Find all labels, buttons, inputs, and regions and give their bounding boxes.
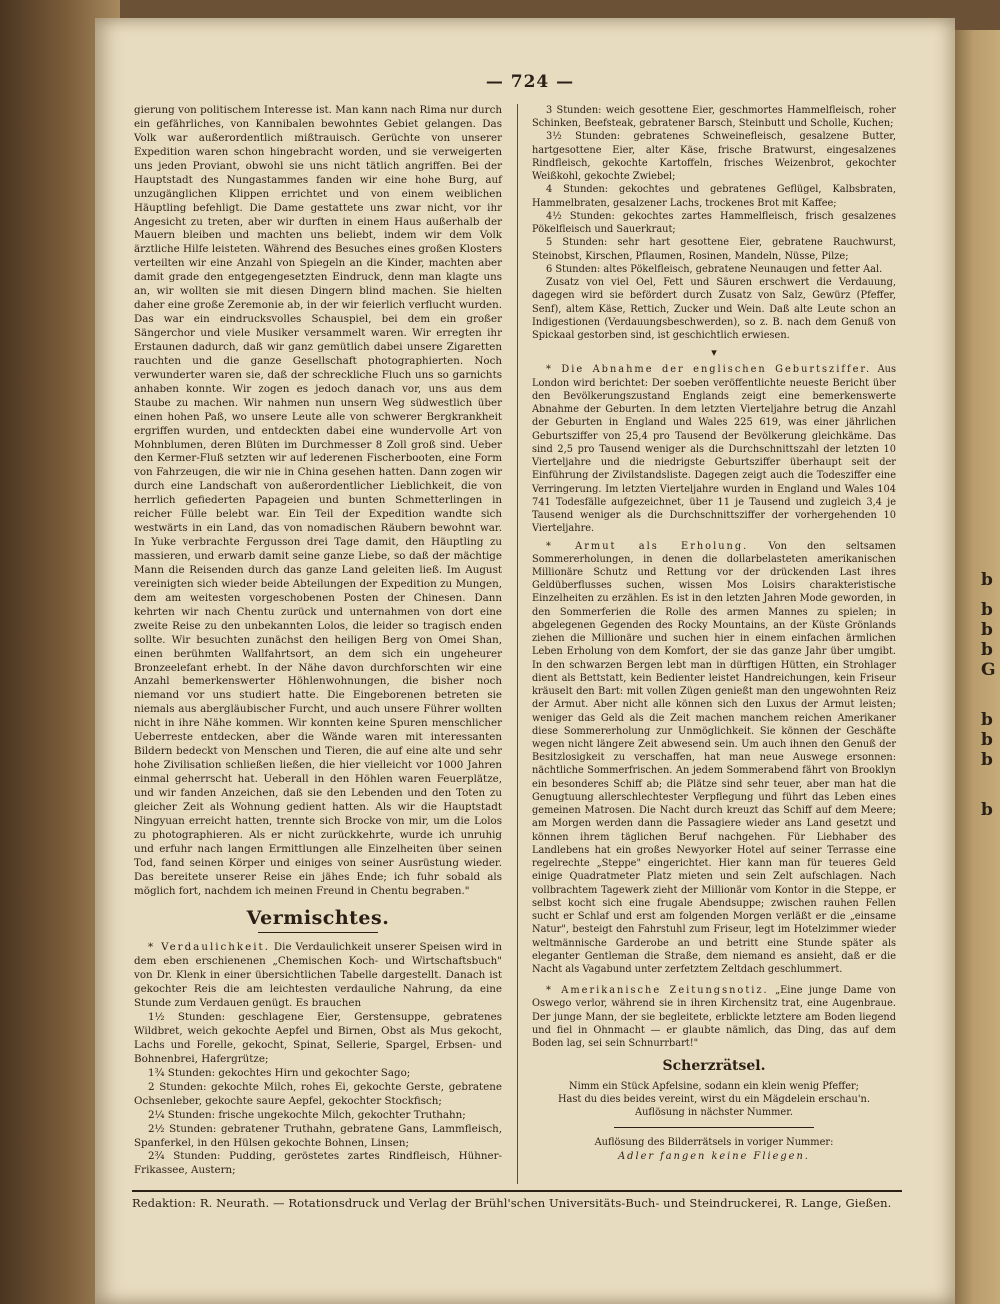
puzzle-line: Hast du dies beides vereint, wirst du ein Mägdelein erschau'n. (558, 1093, 870, 1105)
puzzle-line: Nimm ein Stück Apfelsine, sodann ein klein wenig Pfeffer; (569, 1080, 859, 1092)
footer-rule (132, 1190, 902, 1192)
section-title-rule (258, 932, 378, 933)
digest-entry: 1¾ Stunden: gekochtes Hirn und gekochter Sago; (148, 1066, 411, 1079)
digest-entry: 2¾ Stunden: Pudding, geröstetes zartes Rindfleisch, Hühner-Frikassee, Austern; (134, 1150, 502, 1177)
next-page-fragment: b (981, 730, 993, 750)
divider-mark: ▾ (711, 346, 717, 360)
next-page-fragment: b (981, 800, 993, 820)
article-poverty (532, 540, 896, 977)
next-page-edge (955, 30, 1000, 1304)
article-newspaper-note (532, 984, 896, 1050)
article-body: „Eine junge Dame von Oswego verlor, während sie in ihren Kirchensitz trat, eine Augenbraue. Der junge Mann, der sie begleitete, erblickte letztere am Boden liegend und fiel in Ohnmacht — er glaubte nämlich, das Ding, das auf dem Boden lag, sei sein Schnurrbart!" (532, 985, 896, 1050)
article-body: Aus London wird berichtet: Der soeben veröffentlichte neueste Bericht über den Bevölkerungszustand Englands zeigt eine bemerkenswerte Abnahme der Geburten. In dem letzten Vierteljahre betrug die Anzahl der Geburten in England und Wales 225 619, was einer jährlichen Geburtsziffer von 25,4 pro Tausend der Bevölkerung gleichkäme. Das sind 2,5 pro Tausend weniger als die Durchschnittszahl der letzten 10 Vierteljahre und die niedrigste Geburtsziffer überhaupt seit der Einführung der Zivilstandsliste. Dagegen zeigt auch die Todesziffer eine Verringerung. Im letzten Vierteljahre wurden in England und Wales 104 741 Todesfälle aufgezeichnet, über 11 je Tausend und zugleich 3,4 je Tausend weniger als die Durchschnittsziffer der vorhergehenden 10 Vierteljahre. (532, 364, 896, 535)
article-heading: * Armut als Erholung. (546, 540, 749, 552)
next-page-fragment: b (981, 570, 993, 590)
next-page-fragment: b (981, 750, 993, 770)
digest-entry: 1½ Stunden: geschlagene Eier, Gerstensuppe, gebratenes Wildbret, weich gekochte Aepfel und Birnen, Obst als Mus gekocht, Lachs und Forelle, gekocht, Spinat, Sellerie, Spargel, Erbsen- und Bohnenbrei, Hafergrütze; (134, 1011, 502, 1065)
next-page-fragment: G (981, 660, 996, 680)
puzzle-line: Auflösung in nächster Nummer. (635, 1107, 793, 1119)
solution-line: Auflösung des Bilderrätsels in voriger Nummer: (594, 1137, 834, 1149)
article-continuation: gierung von politischem Interesse ist. Man kann nach Rima nur durch ein gefährliches, von Kannibalen bewohntes Gebiet gelangen. Das Volk war außerordentlich mißtrauisch. Gerüchte von unserer Expedition waren schon hingebracht worden, und sie verweigerten uns jeden Proviant, obwohl sie uns nicht tätlich angriffen. Bei der Hauptstadt des Nungastammes fanden wir eine hohe Burg, auf unzugänglichen Klippen errichtet und von einem weiblichen Häuptling befehligt. Die Dame gestattete uns zwar nicht, vor ihr Angesicht zu treten, aber wir durften in einem Haus außerhalb der Mauern bleiben und machten uns beliebt, indem wir dem Volk ärztliche Hilfe leisteten. Während des Besuches eines großen Klosters verteilten wir eine Anzahl von Spiegeln an die Kinder, machten aber damit grade den entgegengesetzten Eindruck, denn man klagte uns an, wir wollten sie mit diesen Dingern blind machen. Sie hielten daher eine große Zeremonie ab, in der wir feierlich verflucht wurden. Das war ein eindrucksvolles Schauspiel, bei dem ein großer Sängerchor und viele Musiker versammelt waren. Wir erregten ihr Erstaunen dadurch, daß wir ganz gemütlich dabei unsere Zigaretten rauchten und die ganze Gesellschaft photographierten. Noch verwunderter waren sie, daß der schreckliche Fluch uns so garnichts anhaben konnte. Wir zogen es jedoch danach vor, uns aus dem Staube zu machen. Wir nahmen nun unsern Weg südwestlich über einen hohen Paß, wo unsere Leute alle von schwerer Bergkrankheit ergriffen wurden, und entdeckten dabei eine wundervolle Art von Mohnblumen, deren Blüten im Durchmesser 8 Zoll groß sind. Ueber den Kermer-Fluß setzten wir auf lederenen Fischerbooten, eine Form von Fahrzeugen, die wir nie in China gesehen hatten. Dann zogen wir durch eine Landschaft von außerordentlicher Lieblichkeit, die von herrlich gefiederten Papageien und bunten Schmetterlingen in reicher Fülle belebt war. Ein Teil der Expedition wandte sich westwärts in ein Land, das von nomadischen Räubern bewohnt war. In Yuke verbrachte Fergusson drei Tage damit, den Häuptling zu massieren, und erwarb damit seine ganze Liebe, so daß der mächtige Mann die Reisenden durch das ganze Land geleiten ließ. Im August vereinigten sich wieder beide Abteilungen der Expedition zu Mungen, dem am weitesten vorgeschobenen Posten der Chinesen. Dann kehrten wir nach Chentu zurück und unternahmen von dort eine zweite Reise zu den unbekannten Lolos, die leider so tragisch enden sollte. Wir besuchten zunächst den heiligen Berg von Omei Shan, einen berühmten Wallfahrtsort, an dem sich ein ungeheurer Bronzeelefant erhebt. In der Nähe davon durchforschten wir eine Anzahl bemerkenswerter Höhlenwohnungen, die bisher noch niemand vor uns studiert hatte. Die Eingeborenen betreten sie niemals aus abergläubischer Furcht, und auch unsere Führer wollten nicht in ihre Nähe kommen. Wir konnten keine Spuren menschlicher Ueberreste entdecken, aber die Wände waren mit interessanten Bildern bedeckt von Menschen und Tieren, die auf eine alte und sehr hohe Zivilisation schließen ließen, die hier vielleicht vor 1000 Jahren einmal geherrscht hat. Ueberall in den Höhlen waren Feuerplätze, und wir fanden Anzeichen, daß sie den Lebenden und den Toten zu gleicher Zeit als Wohnung gedient hatten. Als wir die Hauptstadt Ningyuan erreicht hatten, trennte sich Brocke von mir, um die Lolos zu photographieren. Als er nicht zurückkehrte, wurde ich unruhig und erfuhr nach langen Ermittlungen alle Einzelheiten über seinen Tod, fand seinen Körper und einiges von seiner Ausrüstung wieder. Das bereitete unserer Reise ein jähes Ende; ich fuhr sobald als möglich fort, nachdem ich meinen Freund in Chentu begraben." (134, 104, 502, 897)
section-title: Vermischtes. (246, 907, 390, 930)
digest-entry: 5 Stunden: sehr hart gesottene Eier, gebratene Rauchwurst, Steinobst, Kirschen, Pflaumen, Rosinen, Mandeln, Nüsse, Pilze; (532, 237, 896, 262)
next-page-fragment: b (981, 620, 993, 640)
solution-answer: Adler fangen keine Fliegen. (618, 1150, 810, 1162)
page-number: — 724 — (485, 72, 575, 92)
left-column (134, 104, 502, 1178)
article-birthrate (532, 363, 896, 535)
digest-entry: 4½ Stunden: gekochtes zartes Hammelfleisch, frisch gesalzenes Pökelfleisch und Sauerkraut; (532, 210, 896, 236)
digest-entry: 2 Stunden: gekochte Milch, rohes Ei, gekochte Gerste, gebratene Ochsenleber, gekochte saure Aepfel, gekochter Stockfisch; (134, 1080, 502, 1107)
imprint-footer: Redaktion: R. Neurath. — Rotationsdruck und Verlag der Brühl'schen Universitäts-Buch- und Steindruckerei, R. Lange, Gießen. (132, 1196, 892, 1210)
article-body: Die Verdaulichkeit unserer Speisen wird in dem eben erschienenen „Chemischen Koch- und Wirtschaftsbuch" von Dr. Klenk in einer übersichtlichen Tabelle dargestellt. Danach ist gekochter Reis die am leichtesten verdauliche Nahrung, da eine Stunde zum Verdauen genügt. Es brauchen (134, 941, 503, 1010)
next-page-fragment: b (981, 640, 993, 660)
digest-entry: 2¼ Stunden: frische ungekochte Milch, gekochter Truthahn; (148, 1108, 466, 1121)
digest-entry: 6 Stunden: altes Pökelfleisch, gebratene Neunaugen und fetter Aal. (546, 263, 883, 275)
puzzle-rule (614, 1127, 814, 1128)
article-body: Von den seltsamen Sommererholungen, in denen die dollarbelasteten amerikanischen Millionäre Schutz und Rettung vor der drückenden Last ihres Geldüberflusses suchen, wissen Mos Loisirs charakteristische Einzelheiten zu erzählen. Es ist in den letzten Jahren Mode geworden, in den Sommerferien die Rolle des armen Mannes zu spielen; in abgelegenen Gegenden des Rocky Mountains, an der Küste Grönlands ziehen die Millionäre und suchen hier in einem einfachen ärmlichen Leben Erholung von dem Komfort, der sie das ganze Jahr über umgibt. In den schwarzen Bergen lebt man in dürftigen Hütten, ein Strohlager dient als Bettstatt, kein Bedienter leistet Handreichungen, kein Friseur kräuselt den Bart: mit vollen Zügen genießt man den ungewohnten Reiz der Armut. Aber nicht alle können sich den Luxus der Armut leisten; weniger das Geld als die Zeit machen manchem reichen Amerikaner diese Sommererholung zur Unmöglichkeit. Sie können der Geschäfte wegen nicht längere Zeit abwesend sein. Um auch ihnen den Genuß der Besitzlosigkeit zu verschaffen, hat man neue Auswege ersonnen: nächtliche Sommerfrischen. An jedem Sommerabend fährt von Brooklyn ein besonderes Schiff ab; die Plätze sind sehr teuer, aber man hat die Genugtuung allerschlechtester Verpflegung und führt das Leben eines gemeinen Matrosen. Die Nacht durch kreuzt das Schiff auf dem Meere; am Morgen werden dann die Passagiere wieder ans Land gesetzt und können ihrem täglichen Beruf nachgehen. Für Liebhaber des Landlebens hat ein großes Newyorker Hotel auf seiner Terrasse eine regelrechte „Steppe" eingerichtet. Hier kann man für teueres Geld einige Quadratmeter Platz mieten und sein Zelt aufschlagen. Nach vollbrachtem Tagewerk zieht der Millionär vom Kontor in die Steppe, er selbst kocht sich eine frugale Abendsuppe; zwischen rauhen Fellen sucht er Schlaf und erst am folgenden Morgen verläßt er die „einsame Natur", besteigt den Fahrstuhl zum Friseur, legt im Hotelzimmer wieder weltmännische Garderobe an und betritt eine Stunde später als eleganter Gentleman die Straße, dem niemand es ansieht, daß er die Nacht als Vagabund unter zerfetztem Zeltdach geschlummert. (532, 540, 896, 975)
digest-entry: 3 Stunden: weich gesottene Eier, geschmortes Hammelfleisch, roher Schinken, Beefsteak, gebratener Barsch, Steinbutt und Scholle, Kuchen; (532, 105, 896, 130)
right-column (532, 104, 896, 1163)
next-page-fragment: b (981, 710, 993, 730)
digest-entry: 3½ Stunden: gebratenes Schweinefleisch, gesalzene Butter, hartgesottene Eier, alter Käse, frische Bratwurst, eingesalzenes Rindfleisch, gekochte Kartoffeln, frisches Weizenbrot, gekochter Weißkohl, gekochte Zwiebel; (532, 131, 896, 183)
article-digestibility (134, 941, 502, 1011)
article-heading: * Verdaulichkeit. (148, 941, 270, 954)
digest-note: Zusatz von viel Oel, Fett und Säuren erschwert die Verdauung, dagegen wird sie befördert durch Zusatz von Salz, Gewürz (Pfeffer, Senf), altem Käse, Rettich, Zucker und Wein. Daß alte Leute schon an Indigestionen (Verdauungsbeschwerden), so z. B. nach dem Genuß von Spickaal gestorben sind, ist geschichtlich erwiesen. (532, 277, 896, 341)
column-divider (517, 104, 518, 1184)
article-heading: * Amerikanische Zeitungsnotiz. (546, 985, 769, 997)
digest-entry: 4 Stunden: gekochtes und gebratenes Geflügel, Kalbsbraten, Hammelbraten, gesalzener Lachs, trockenes Brot mit Kaffee; (532, 184, 896, 209)
next-page-fragment: b (981, 600, 993, 620)
puzzle-title: Scherzrätsel. (662, 1058, 766, 1075)
digest-entry: 2½ Stunden: gebratener Truthahn, gebratene Gans, Lammfleisch, Spanferkel, in den Hülsen gekochte Bohnen, Linsen; (134, 1122, 502, 1149)
article-heading: * Die Abnahme der englischen Geburtsziffer. (546, 364, 872, 376)
